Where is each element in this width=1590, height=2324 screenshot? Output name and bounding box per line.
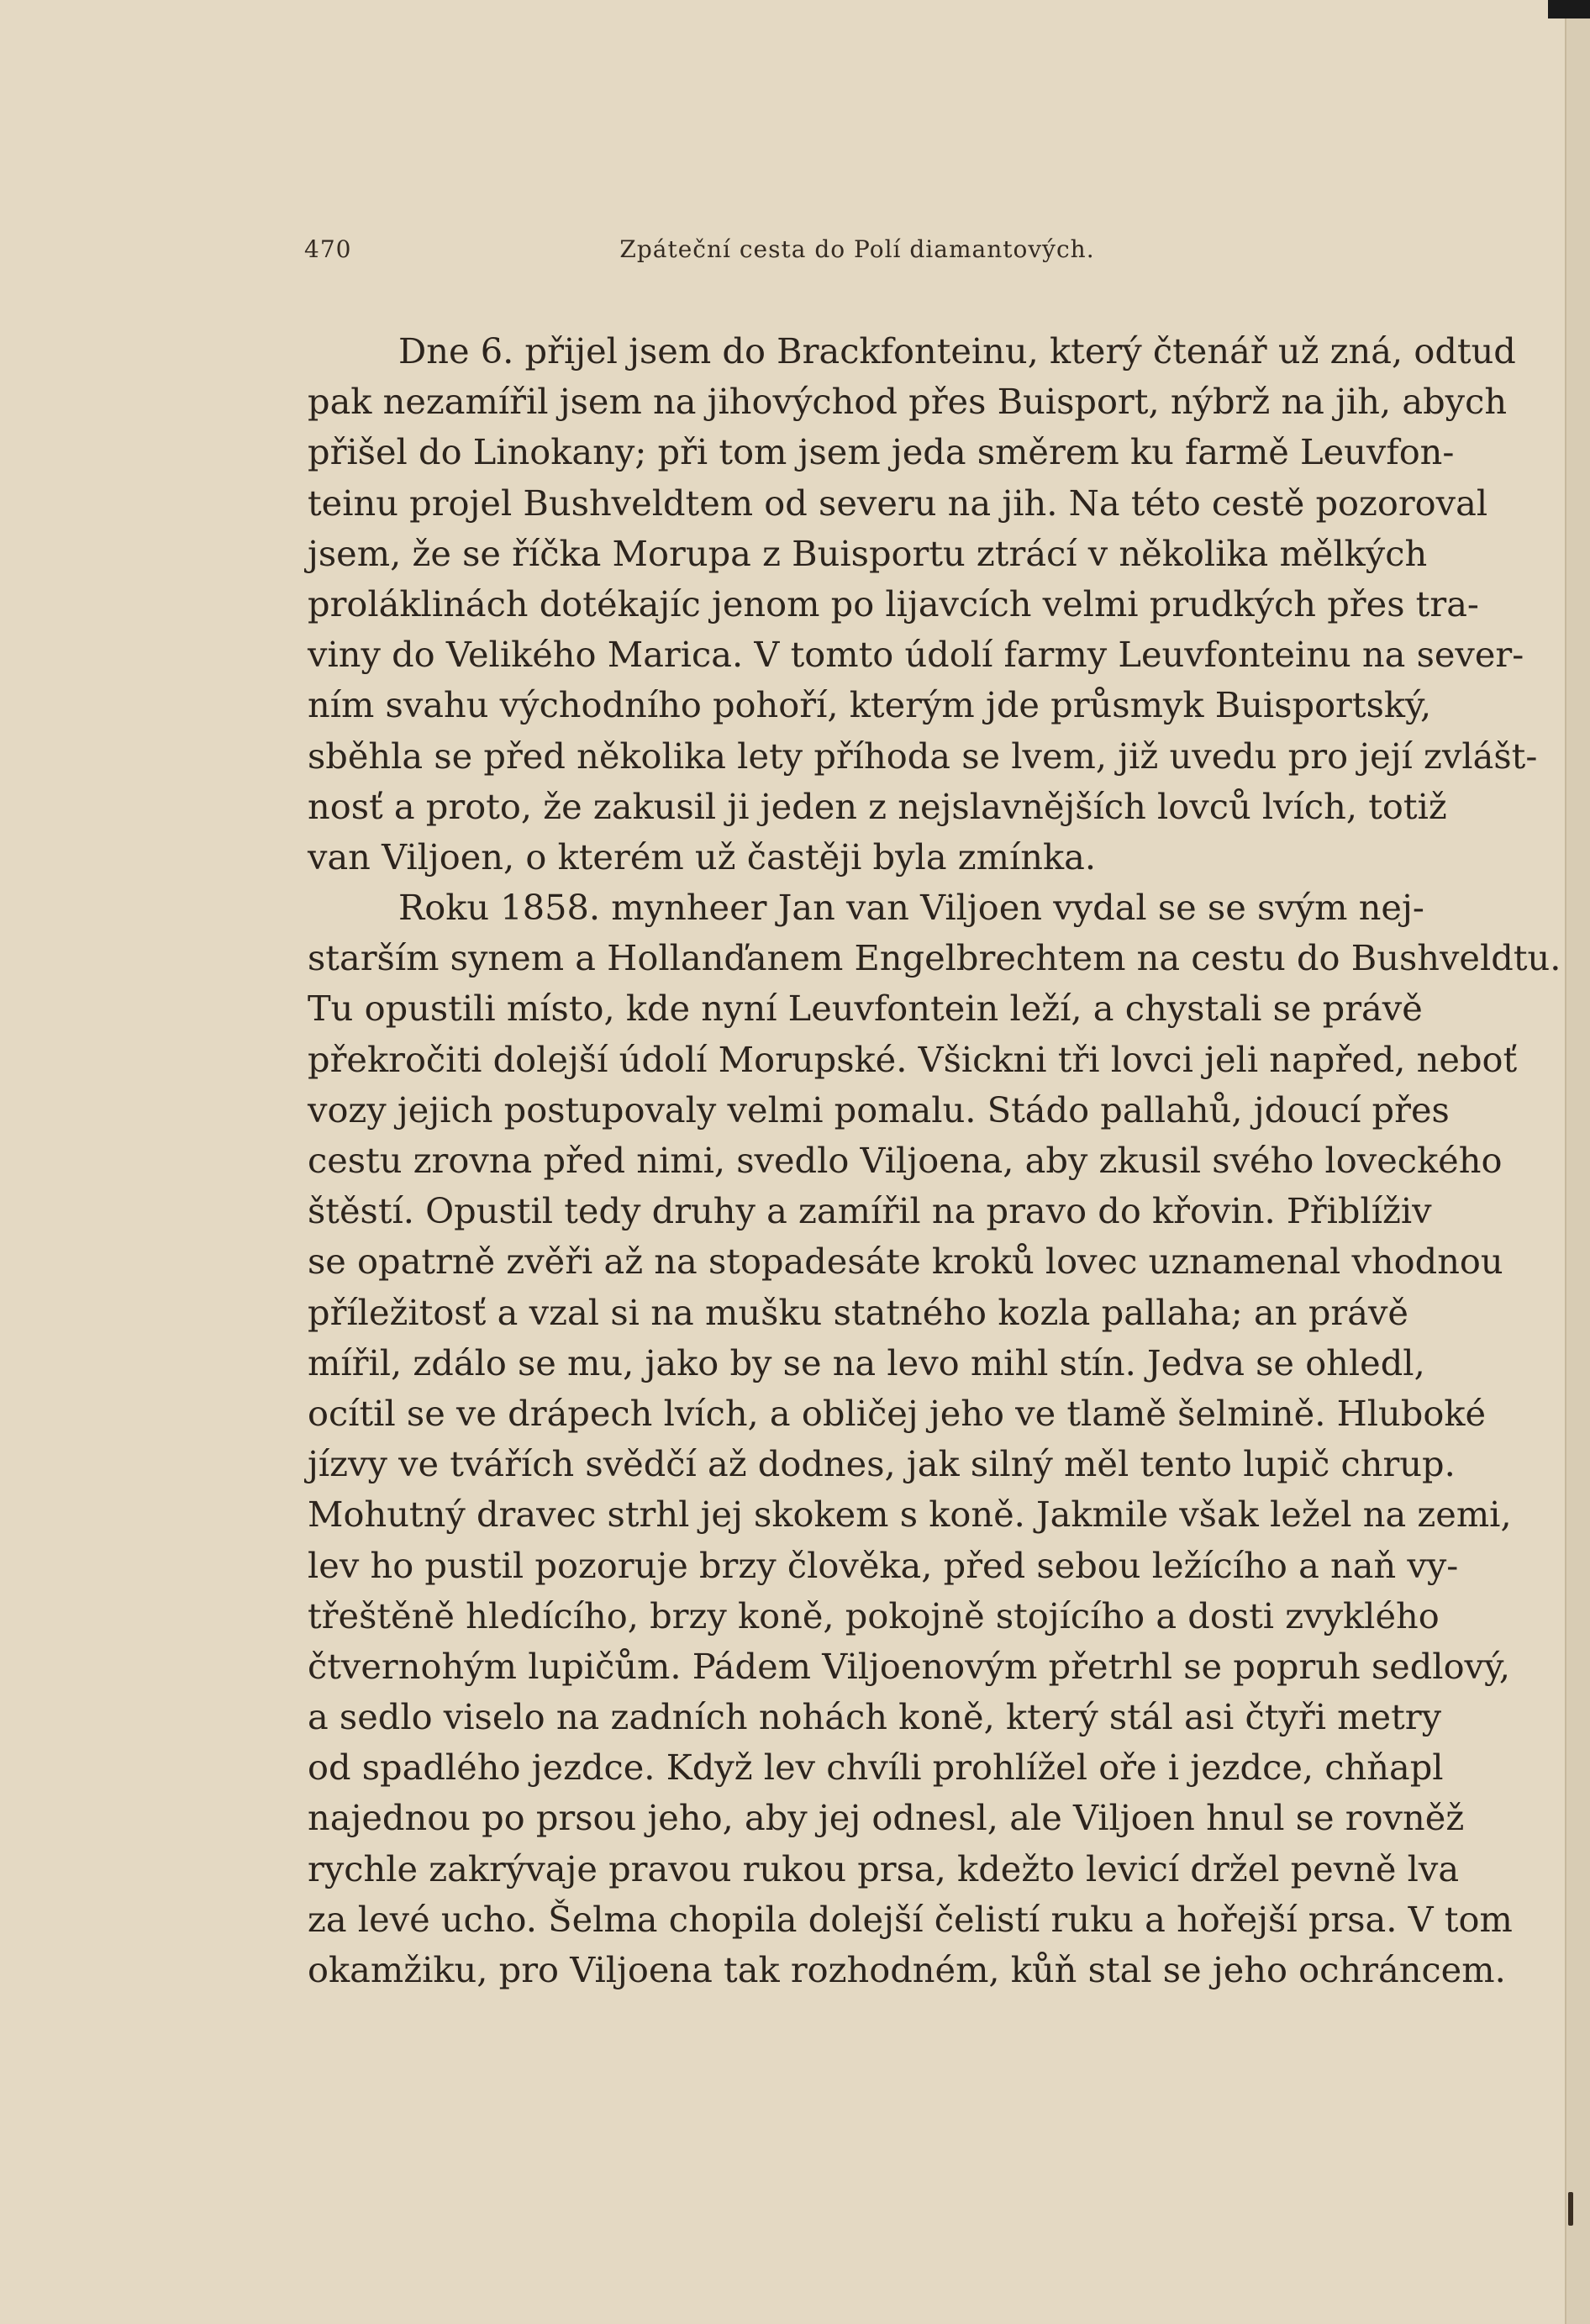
text-line: lev ho pustil pozoruje brzy člověka, před sebou ležícího a naň vy- [308,1544,1459,1586]
text-line: a sedlo viselo na zadních nohách koně, který stál asi čtyři metry [308,1696,1442,1738]
text-line: překročiti dolejší údolí Morupské. Všickni tři lovci jeli napřed, neboť [308,1038,1518,1080]
text-line: za levé ucho. Šelma chopila dolejší čelistí ruku a hořejší prsa. V tom [308,1898,1513,1940]
edge-mark [1568,2192,1573,2226]
text-line: Roku 1858. mynheer Jan van Viljoen vydal se se svým nej- [398,887,1424,929]
text-line: starším synem a Hollanďanem Engelbrechtem na cestu do Bushveldtu. [308,937,1561,979]
text-line: nosť a proto, že zakusil ji jeden z nejslavnějších lovců lvích, totiž [308,785,1447,827]
running-title: Zpáteční cesta do Polí diamantových. [619,235,1095,263]
text-line: proláklinách dotékajíc jenom po lijavcích velmi prudkých přes tra- [308,582,1479,624]
text-line: najednou po prsou jeho, aby jej odnesl, ale Viljoen hnul se rovněž [308,1797,1465,1839]
text-line: Dne 6. přijel jsem do Brackfonteinu, který čtenář už zná, odtud [398,330,1516,372]
text-line: sběhla se před několika lety příhoda se lvem, již uvedu pro její zvlášt- [308,735,1538,777]
text-line: pak nezamířil jsem na jihovýchod přes Buisport, nýbrž na jih, abych [308,381,1508,423]
page-header [304,235,1410,269]
text-line: mířil, zdálo se mu, jako by se na levo mihl stín. Jedva se ohledl, [308,1341,1425,1383]
text-line: teinu projel Bushveldtem od severu na jih. Na této cestě pozoroval [308,482,1488,524]
text-line: přišel do Linokany; při tom jsem jeda směrem ku farmě Leuvfon- [308,431,1455,473]
text-line: rychle zakrývaje pravou rukou prsa, kdežto levicí držel pevně lva [308,1847,1460,1889]
paragraph-2 [308,883,1561,1995]
text-line: ocítil se ve drápech lvích, a obličej jeho ve tlamě šelmině. Hluboké [308,1392,1487,1434]
page-number: 470 [304,235,352,263]
text-line: Tu opustili místo, kde nyní Leuvfontein leží, a chystali se právě [308,988,1423,1030]
text-line: štěstí. Opustil tedy druhy a zamířil na pravo do křovin. Přiblíživ [308,1190,1432,1232]
text-line: ním svahu východního pohoří, kterým jde průsmyk Buisportský, [308,684,1432,726]
text-line: od spadlého jezdce. Když lev chvíli prohlížel oře i jezdce, chňapl [308,1747,1444,1789]
text-line: se opatrně zvěři až na stopadesáte kroků lovec uznamenal vhodnou [308,1241,1503,1283]
page-edge [1565,0,1590,2324]
text-line: Mohutný dravec strhl jej skokem s koně. Jakmile však ležel na zemi, [308,1494,1512,1536]
text-line: příležitosť a vzal si na mušku statného kozla pallaha; an právě [308,1291,1408,1333]
text-line: jízvy ve tvářích svědčí až dodnes, jak silný měl tento lupič chrup. [308,1443,1456,1485]
text-line: třeštěně hledícího, brzy koně, pokojně stojícího a dosti zvyklého [308,1594,1440,1636]
paragraph-1 [308,326,1538,883]
text-line: jsem, že se říčka Morupa z Buisportu ztrácí v několika mělkých [308,532,1428,574]
scan-corner-mark [1548,0,1590,18]
body-text [308,326,1561,1995]
text-line: vozy jejich postupovaly velmi pomalu. Stádo pallahů, jdoucí přes [308,1088,1450,1130]
text-line: čtvernohým lupičům. Pádem Viljoenovým přetrhl se popruh sedlový, [308,1645,1511,1687]
text-line: okamžiku, pro Viljoena tak rozhodném, kůň stal se jeho ochráncem. [308,1949,1506,1990]
text-line: viny do Velikého Marica. V tomto údolí farmy Leuvfonteinu na sever- [308,634,1524,676]
text-line: van Viljoen, o kterém už častěji byla zmínka. [308,835,1097,877]
text-line: cestu zrovna před nimi, svedlo Viljoena, aby zkusil svého loveckého [308,1140,1503,1181]
